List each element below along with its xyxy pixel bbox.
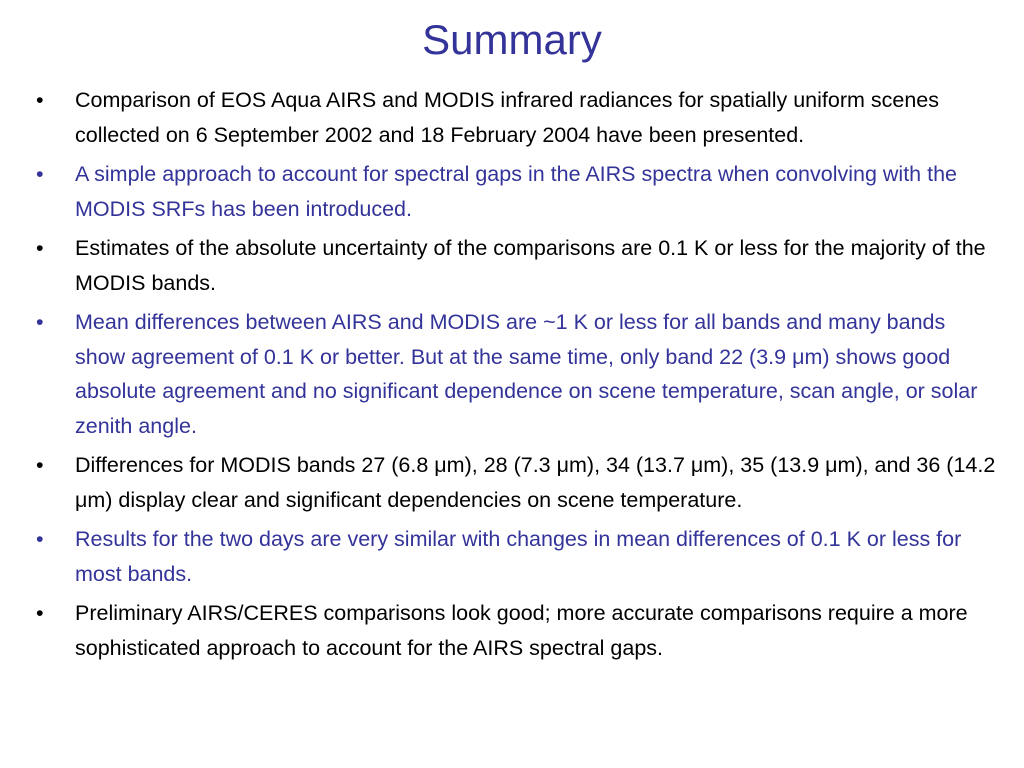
bullet-dot: • bbox=[36, 88, 44, 112]
bullet-dot: • bbox=[36, 236, 44, 260]
bullet-dot: • bbox=[36, 527, 44, 551]
bullet-item-3 bbox=[0, 231, 1024, 300]
slide-title: Summary bbox=[422, 16, 602, 63]
bullet-text-1: Comparison of EOS Aqua AIRS and MODIS infrared radiances for spatially uniform scenes collected on 6 September 2002 and 18 February 2004 have been presented. bbox=[75, 88, 939, 147]
bullet-item-4 bbox=[0, 305, 1024, 443]
bullet-dot: • bbox=[36, 310, 44, 334]
summary-bullet-list bbox=[0, 83, 1024, 670]
bullet-text-7: Preliminary AIRS/CERES comparisons look good; more accurate comparisons require a more sophisticated approach to account for the AIRS spectral gaps. bbox=[75, 601, 968, 660]
bullet-dot: • bbox=[36, 162, 44, 186]
bullet-dot: • bbox=[36, 601, 44, 625]
bullet-item-2 bbox=[0, 157, 1024, 226]
bullet-text-6: Results for the two days are very similar with changes in mean differences of 0.1 K or less for most bands. bbox=[75, 527, 962, 586]
bullet-text-3: Estimates of the absolute uncertainty of the comparisons are 0.1 K or less for the majority of the MODIS bands. bbox=[75, 236, 986, 295]
bullet-item-7 bbox=[0, 596, 1024, 665]
bullet-item-6 bbox=[0, 522, 1024, 591]
bullet-item-1 bbox=[0, 83, 1024, 152]
bullet-text-4: Mean differences between AIRS and MODIS are ~1 K or less for all bands and many bands show agreement of 0.1 K or better. But at the same time, only band 22 (3.9 μm) shows good absolute agreement and no significant dependence on scene temperature, scan angle, or solar zenith angle. bbox=[75, 310, 978, 438]
bullet-dot: • bbox=[36, 453, 44, 477]
bullet-text-5: Differences for MODIS bands 27 (6.8 μm), 28 (7.3 μm), 34 (13.7 μm), 35 (13.9 μm), and 36 (14.2 μm) display clear and significant dependencies on scene temperature. bbox=[75, 453, 996, 512]
bullet-text-2: A simple approach to account for spectral gaps in the AIRS spectra when convolving with the MODIS SRFs has been introduced. bbox=[75, 162, 957, 221]
bullet-item-5 bbox=[0, 448, 1024, 517]
